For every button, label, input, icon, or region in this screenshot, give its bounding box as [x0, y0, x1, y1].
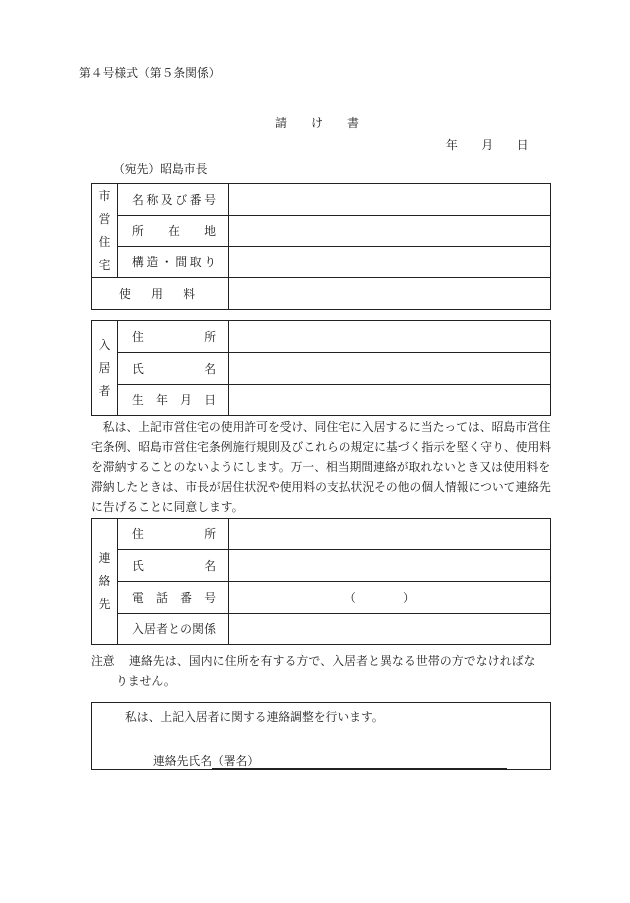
signature-row: [153, 754, 507, 769]
label-char: 年: [156, 393, 168, 407]
addressee: （宛先）昭島市長: [113, 162, 208, 176]
label-char: 係: [204, 622, 216, 636]
label-char: 日: [204, 393, 216, 407]
pledge-line: 私は、上記市営住宅の使用許可を受け、同住宅に入居するに当たっては、昭島市営住: [102, 420, 551, 434]
label-char: 称: [146, 192, 159, 207]
contact-phone-value-cell: [229, 582, 551, 614]
contact-address-label: [118, 527, 228, 541]
housing-location-value-cell: [229, 216, 551, 247]
label-char: 名: [132, 192, 144, 207]
housing-section-label: [92, 185, 117, 277]
pledge-line: を滞納することのないようにします。万一、相当期間連絡が取れないとき又は使用料を: [91, 460, 551, 474]
resident-birthdate-value-cell: [229, 385, 551, 416]
resident-birthdate-label-cell: [118, 385, 229, 416]
label-char: 市: [98, 188, 111, 203]
label-char: 氏: [132, 361, 144, 376]
fee-label: [92, 287, 228, 301]
table-row: [92, 353, 551, 385]
label-char: 入: [132, 622, 144, 636]
housing-section-cell: [92, 184, 118, 278]
label-char: 所: [132, 224, 144, 238]
housing-layout-value-cell: [229, 247, 551, 278]
consent-statement: 私は、上記入居者に関する連絡調整を行います。: [125, 710, 384, 724]
label-char: 料: [183, 286, 195, 301]
resident-name-label: [118, 362, 228, 376]
resident-birthdate-label: [118, 393, 228, 407]
label-char: 番: [189, 192, 202, 207]
table-row: [92, 321, 551, 353]
document-title: 請 け 書: [275, 116, 360, 130]
contact-name-value-cell: [229, 550, 551, 582]
form-number: 第４号様式（第５条関係）: [79, 66, 221, 80]
label-char: 営: [98, 211, 111, 226]
label-char: 話: [156, 590, 168, 605]
resident-address-label: [118, 330, 228, 344]
housing-location-label-cell: [118, 216, 229, 247]
resident-table: [91, 320, 551, 416]
label-char: 取: [189, 255, 202, 269]
label-char: 名: [204, 558, 216, 573]
label-char: 者: [98, 383, 111, 398]
label-char: 居: [144, 622, 156, 636]
contact-relation-value-cell: [229, 614, 551, 645]
label-char: 先: [98, 597, 111, 611]
label-char: 氏: [132, 558, 144, 573]
signature-line: [212, 754, 507, 769]
note-label: 注意: [91, 654, 115, 668]
table-row: [92, 519, 551, 550]
label-char: 名: [204, 361, 216, 376]
contact-phone-label-cell: [118, 582, 229, 614]
label-char: 入: [98, 337, 111, 352]
label-char: 造: [146, 255, 159, 269]
label-char: 連: [98, 551, 111, 565]
label-char: 住: [98, 234, 111, 249]
housing-table: [91, 183, 551, 310]
contact-consent-box: [91, 702, 551, 770]
note-line: りません。: [116, 674, 176, 688]
housing-location-label: [118, 224, 228, 238]
label-char: と: [168, 622, 180, 636]
label-char: 居: [98, 360, 111, 375]
label-char: 電: [132, 590, 144, 605]
label-char: 用: [151, 286, 163, 301]
resident-name-label-cell: [118, 353, 229, 385]
contact-relation-label: [118, 622, 228, 636]
label-char: 使: [119, 286, 131, 301]
table-row: [92, 184, 551, 216]
contact-section-cell: [92, 519, 118, 645]
housing-layout-label-cell: [118, 247, 229, 278]
label-char: 地: [204, 224, 216, 238]
pledge-line: 滞納したときは、市長が居住状況や使用料の支払状況その他の個人情報について連絡先: [91, 480, 551, 494]
table-row: [92, 385, 551, 416]
label-char: び: [175, 192, 188, 207]
table-row: [92, 216, 551, 247]
contact-address-label-cell: [118, 519, 229, 550]
housing-name-label-cell: [118, 184, 229, 216]
date-placeholder: 年 月 日: [446, 138, 529, 152]
label-char: 構: [132, 255, 144, 269]
table-row: [92, 247, 551, 278]
label-char: り: [204, 255, 216, 269]
contact-phone-label: [118, 591, 228, 605]
contact-name-label-cell: [118, 550, 229, 582]
label-char: 在: [168, 224, 180, 238]
label-char: ・: [160, 255, 173, 269]
label-char: 月: [180, 393, 192, 407]
label-char: 住: [132, 527, 144, 541]
resident-name-value-cell: [229, 353, 551, 385]
contact-name-caption: 連絡先氏名: [153, 754, 212, 768]
label-char: 所: [204, 527, 216, 541]
resident-address-label-cell: [118, 321, 229, 353]
label-char: の: [180, 622, 192, 636]
signature-caption: （署名）: [212, 754, 260, 768]
contact-section-label: [92, 547, 117, 616]
note-line: 連絡先は、国内に住所を有する方で、入居者と異なる世帯の方でなければな: [129, 654, 536, 668]
fee-label-cell: [92, 278, 229, 310]
label-char: 号: [204, 192, 216, 207]
housing-layout-label: [118, 255, 228, 269]
housing-name-label: [118, 193, 228, 207]
contact-phone-value: （ ）: [344, 590, 415, 605]
label-char: 所: [204, 329, 216, 344]
table-row: [92, 582, 551, 614]
table-row: [92, 278, 551, 310]
label-char: 号: [204, 590, 216, 605]
resident-address-value-cell: [229, 321, 551, 353]
contact-relation-label-cell: [118, 614, 229, 645]
pledge-paragraph: [91, 417, 551, 517]
resident-section-cell: [92, 321, 118, 416]
resident-section-label: [92, 334, 117, 403]
housing-name-value-cell: [229, 184, 551, 216]
label-char: 及: [160, 192, 173, 207]
label-char: 関: [192, 622, 204, 636]
contact-table: [91, 518, 551, 645]
fee-value-cell: [229, 278, 551, 310]
pledge-line: 宅条例、昭島市営住宅条例施行規則及びこれらの規定に基づく指示を堅く守り、使用料: [91, 440, 552, 454]
label-char: 者: [156, 622, 168, 636]
label-char: 住: [132, 329, 144, 344]
label-char: 番: [180, 590, 192, 605]
table-row: [92, 550, 551, 582]
contact-name-label: [118, 559, 228, 573]
contact-address-value-cell: [229, 519, 551, 550]
pledge-line: に告げることに同意します。: [91, 500, 244, 514]
label-char: 宅: [98, 257, 111, 272]
table-row: [92, 614, 551, 645]
label-char: 間: [175, 255, 188, 269]
label-char: 絡: [98, 574, 111, 588]
label-char: 生: [132, 393, 144, 407]
